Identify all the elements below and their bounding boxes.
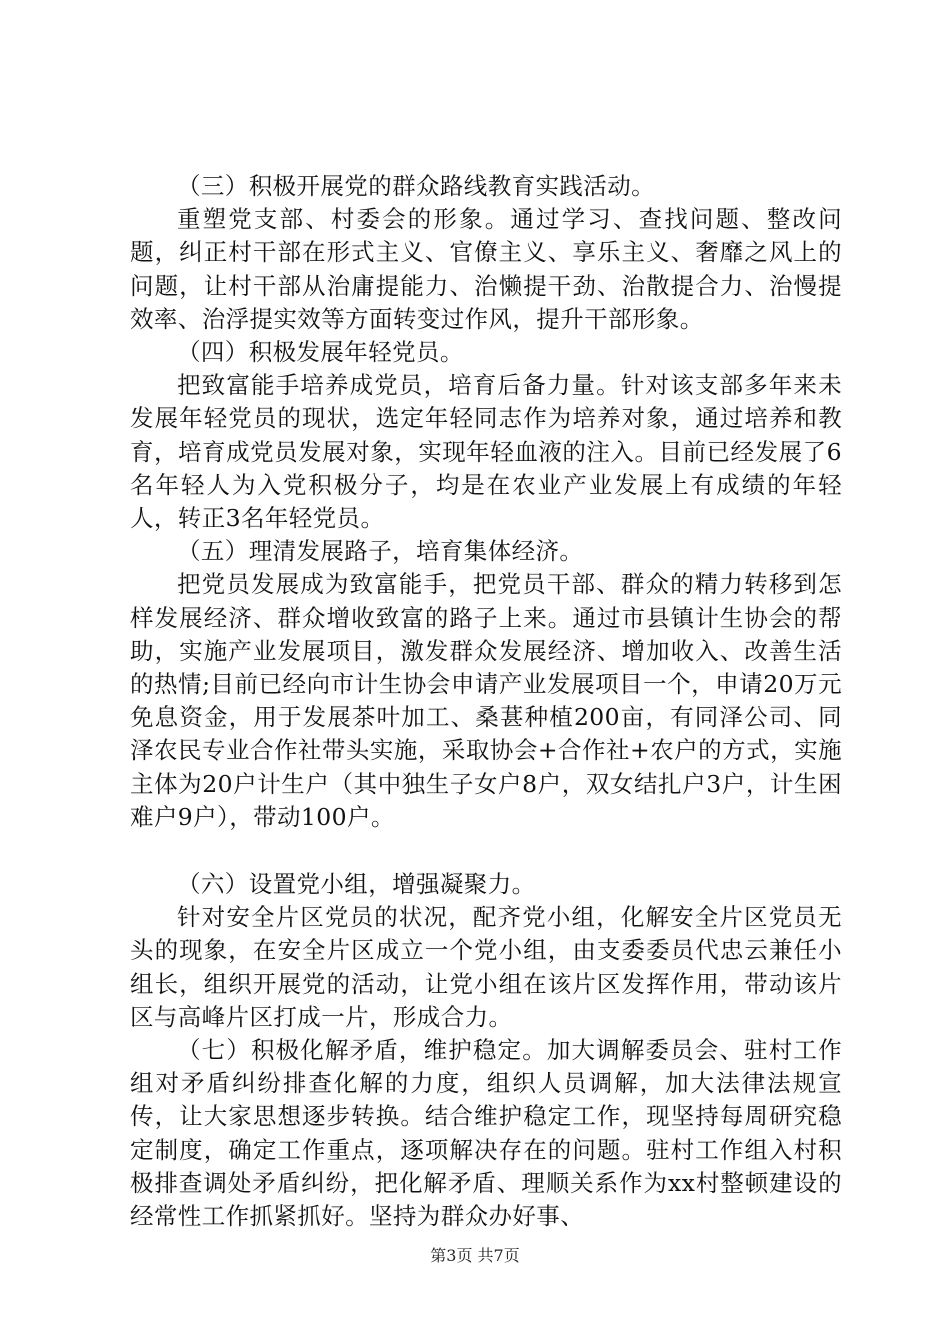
page-number-footer: 第3页 共7页 — [430, 1246, 520, 1265]
section-heading-4: （四）积极发展年轻党员。 — [177, 338, 464, 367]
paragraph-party-group: 针对安全片区党员的状况，配齐党小组，化解安全片区党员无头的现象，在安全片区成立一个党小组，由支委委员代忠云兼任小组长，组织开展党的活动，让党小组在该片区发挥作用，带动该片区与高峰片区打成一片，形成合力。 — [130, 903, 842, 1031]
section-heading-6: （六）设置党小组，增强凝聚力。 — [177, 870, 536, 899]
paragraph-economy: 把党员发展成为致富能手，把党员干部、群众的精力转移到怎样发展经济、群众增收致富的路子上来。通过市县镇计生协会的帮助，实施产业发展项目，激发群众发展经济、增加收入、改善生活的热情;目前已经向市计生协会申请产业发展项目一个，申请20万元免息资金，用于发展茶叶加工、桑葚种植200亩，有同泽公司、同泽农民专业合作社带头实施，采取协会+合作社+农户的方式，实施主体为20户计生户（其中独生子女户8户，双女结扎户3户，计生困难户9户），带动100户。 — [130, 570, 842, 831]
document-body — [130, 170, 842, 1233]
paragraph-resolve-conflicts: （七）积极化解矛盾，维护稳定。加大调解委员会、驻村工作组对矛盾纠纷排查化解的力度，组织人员调解，加大法律法规宣传，让大家思想逐步转换。结合维护稳定工作，现坚持每周研究稳定制度，确定工作重点，逐项解决存在的问题。驻村工作组入村积极排查调处矛盾纠纷，把化解矛盾、理顺关系作为xx村整顿建设的经常性工作抓紧抓好。坚持为群众办好事、 — [130, 1036, 842, 1231]
section-heading-5: （五）理清发展路子，培育集体经济。 — [177, 537, 584, 566]
paragraph-spacer — [130, 834, 842, 868]
section-heading-3: （三）积极开展党的群众路线教育实践活动。 — [177, 172, 655, 200]
paragraph-party-image: 重塑党支部、村委会的形象。通过学习、查找问题、整改问题，纠正村干部在形式主义、官僚主义、享乐主义、奢靡之风上的问题，让村干部从治庸提能力、治懒提干劲、治散提合力、治慢提效率、治浮提实效等方面转变过作风，提升干部形象。 — [130, 205, 842, 333]
paragraph-young-members: 把致富能手培养成党员，培育后备力量。针对该支部多年来未发展年轻党员的现状，选定年轻同志作为培养对象，通过培养和教育，培育成党员发展对象，实现年轻血液的注入。目前已经发展了6名年轻人为入党积极分子，均是在农业产业发展上有成绩的年轻人，转正3名年轻党员。 — [130, 371, 842, 533]
